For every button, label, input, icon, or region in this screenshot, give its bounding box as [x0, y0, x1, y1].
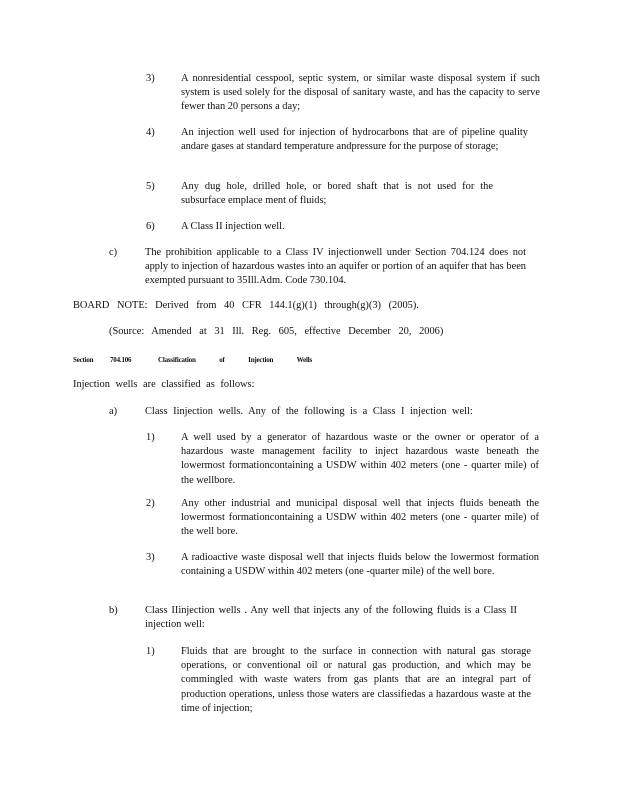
- item-text: An injection well used for injection of hydrocarbons that are of pipeline quality andare gases at standard temperature andpressure for the purpose of storage;: [181, 127, 528, 153]
- item-text: Class Iinjection wells. Any of the following is a Class I injection well:: [145, 406, 473, 417]
- item-text: The prohibition applicable to a Class IV injectionwell under Section 704.124 does not apply to injection of hazardous wastes into an aquifer or portion of an aquifer that has been exempted pursuant to 35Ill.Adm. Code 730.104.: [145, 247, 526, 287]
- item-number: 1): [146, 432, 155, 443]
- item-number: 3): [146, 552, 155, 563]
- item-text: A well used by a generator of hazardous waste or the owner or operator of a hazardous waste management facility to inject hazardous waste beneath the lowermost formationcontaining a USDW within 402 meters (one - quarter mile) of the wellbore.: [181, 432, 539, 486]
- item-number: a): [109, 406, 118, 417]
- item-number: 2): [146, 498, 155, 509]
- board-note: BOARD NOTE: Derived from 40 CFR 144.1(g)(1) through(g)(3) (2005).: [73, 300, 419, 311]
- item-number: 5): [146, 181, 155, 192]
- item-number: 1): [146, 646, 155, 657]
- item-number: c): [109, 247, 118, 258]
- section-label: Section: [73, 356, 94, 364]
- item-number: 3): [146, 73, 155, 84]
- section-title: Classification of Injection Wells: [158, 356, 312, 364]
- item-number: 6): [146, 221, 155, 232]
- item-text: A radioactive waste disposal well that injects fluids below the lowermost formation containing a USDW within 402 meters (one -quarter mile) of the well bore.: [181, 552, 539, 578]
- item-text: Any other industrial and municipal disposal well that injects fluids beneath the lowermost formationcontaining a USDW within 402 meters (one - quarter mile) of the well bore.: [181, 498, 539, 538]
- item-text: Any dug hole, drilled hole, or bored shaft that is not used for the subsurface emplace ment of fluids;: [181, 181, 493, 207]
- section-number: 704.106: [110, 356, 132, 364]
- item-text: A nonresidential cesspool, septic system, or similar waste disposal system if such system is used solely for the disposal of sanitary waste, and has the capacity to serve fewer than 20 persons a day;: [181, 73, 540, 113]
- item-number: 4): [146, 127, 155, 138]
- intro-text: Injection wells are classified as follows:: [73, 379, 255, 390]
- item-text: A Class II injection well.: [181, 221, 285, 232]
- item-text: Class IIinjection wells . Any well that injects any of the following fluids is a Class II injection well:: [145, 605, 517, 631]
- item-number: b): [109, 605, 118, 616]
- item-text: Fluids that are brought to the surface in connection with natural gas storage operations, or conventional oil or natural gas production, and which may be commingled with waste waters from gas plants that are an integral part of production operations, unless those waters are classifiedas a hazardous waste at the time of injection;: [181, 646, 531, 714]
- source-note: (Source: Amended at 31 Ill. Reg. 605, effective December 20, 2006): [109, 326, 444, 337]
